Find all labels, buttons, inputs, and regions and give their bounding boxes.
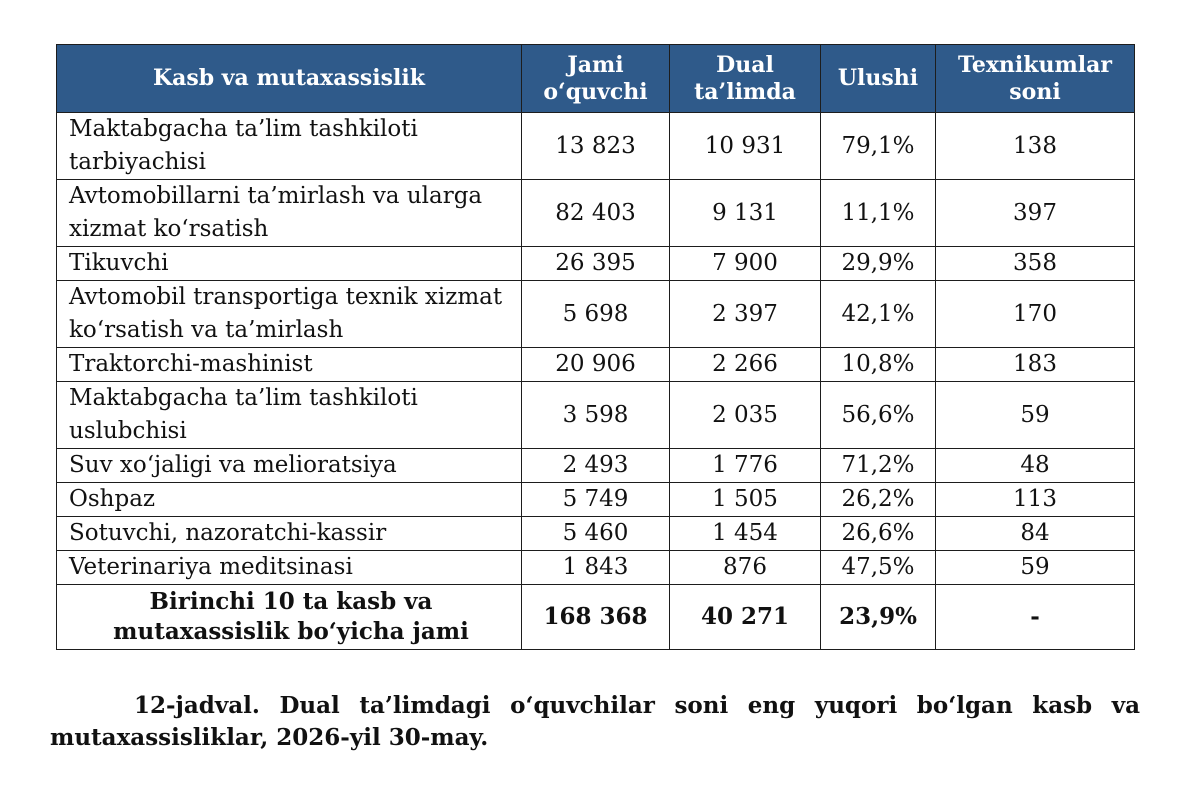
total-label: Birinchi 10 ta kasb va mutaxassislik bo‘yicha jami <box>57 585 522 650</box>
cell-profession: Oshpaz <box>57 483 522 517</box>
cell-profession: Avtomobil transportiga texnik xizmat ko‘rsatish va ta’mirlash <box>57 281 522 348</box>
table-row <box>57 113 1135 180</box>
cell-share: 47,5% <box>821 551 936 585</box>
cell-colleges: 397 <box>936 180 1135 247</box>
cell-colleges: 138 <box>936 113 1135 180</box>
dual-education-table <box>56 44 1135 650</box>
cell-colleges: 59 <box>936 382 1135 449</box>
cell-profession: Maktabgacha ta’lim tashkiloti tarbiyachisi <box>57 113 522 180</box>
cell-share: 11,1% <box>821 180 936 247</box>
cell-total: 1 843 <box>522 551 670 585</box>
table-row <box>57 247 1135 281</box>
table-row <box>57 449 1135 483</box>
cell-colleges: 113 <box>936 483 1135 517</box>
table-row <box>57 483 1135 517</box>
cell-profession: Tikuvchi <box>57 247 522 281</box>
cell-profession: Suv xo‘jaligi va melioratsiya <box>57 449 522 483</box>
cell-total: 26 395 <box>522 247 670 281</box>
header-share: Ulushi <box>821 45 936 113</box>
header-dual-education: Dual ta’limda <box>670 45 821 113</box>
cell-dual: 876 <box>670 551 821 585</box>
cell-share: 10,8% <box>821 348 936 382</box>
table-row <box>57 551 1135 585</box>
cell-dual: 1 454 <box>670 517 821 551</box>
cell-total: 82 403 <box>522 180 670 247</box>
total-dual: 40 271 <box>670 585 821 650</box>
cell-dual: 7 900 <box>670 247 821 281</box>
cell-total: 5 698 <box>522 281 670 348</box>
cell-profession: Traktorchi-mashinist <box>57 348 522 382</box>
cell-dual: 9 131 <box>670 180 821 247</box>
table-row <box>57 517 1135 551</box>
cell-dual: 2 035 <box>670 382 821 449</box>
cell-colleges: 48 <box>936 449 1135 483</box>
table-row <box>57 180 1135 247</box>
cell-total: 5 460 <box>522 517 670 551</box>
cell-profession: Sotuvchi, nazoratchi-kassir <box>57 517 522 551</box>
total-colleges: - <box>936 585 1135 650</box>
header-colleges-count: Texnikumlar soni <box>936 45 1135 113</box>
table-row <box>57 348 1135 382</box>
cell-total: 2 493 <box>522 449 670 483</box>
cell-total: 3 598 <box>522 382 670 449</box>
cell-colleges: 358 <box>936 247 1135 281</box>
table-header-row <box>57 45 1135 113</box>
cell-colleges: 183 <box>936 348 1135 382</box>
table-caption: 12-jadval. Dual ta’limdagi o‘quvchilar soni eng yuqori bo‘lgan kasb va mutaxassisliklar, 2026-yil 30-may. <box>50 692 1140 751</box>
total-students: 168 368 <box>522 585 670 650</box>
cell-share: 56,6% <box>821 382 936 449</box>
cell-total: 13 823 <box>522 113 670 180</box>
cell-dual: 2 266 <box>670 348 821 382</box>
cell-share: 42,1% <box>821 281 936 348</box>
cell-total: 5 749 <box>522 483 670 517</box>
header-total-students: Jami o‘quvchi <box>522 45 670 113</box>
cell-share: 26,2% <box>821 483 936 517</box>
cell-colleges: 59 <box>936 551 1135 585</box>
cell-share: 26,6% <box>821 517 936 551</box>
table-row <box>57 382 1135 449</box>
cell-colleges: 170 <box>936 281 1135 348</box>
cell-dual: 2 397 <box>670 281 821 348</box>
cell-share: 29,9% <box>821 247 936 281</box>
cell-dual: 10 931 <box>670 113 821 180</box>
cell-profession: Maktabgacha ta’lim tashkiloti uslubchisi <box>57 382 522 449</box>
header-profession: Kasb va mutaxassislik <box>57 45 522 113</box>
total-share: 23,9% <box>821 585 936 650</box>
data-table-container <box>56 44 1134 650</box>
table-total-row <box>57 585 1135 650</box>
table-row <box>57 281 1135 348</box>
cell-share: 71,2% <box>821 449 936 483</box>
cell-dual: 1 776 <box>670 449 821 483</box>
cell-colleges: 84 <box>936 517 1135 551</box>
cell-profession: Avtomobillarni ta’mirlash va ularga xizmat ko‘rsatish <box>57 180 522 247</box>
cell-share: 79,1% <box>821 113 936 180</box>
cell-profession: Veterinariya meditsinasi <box>57 551 522 585</box>
cell-dual: 1 505 <box>670 483 821 517</box>
cell-total: 20 906 <box>522 348 670 382</box>
